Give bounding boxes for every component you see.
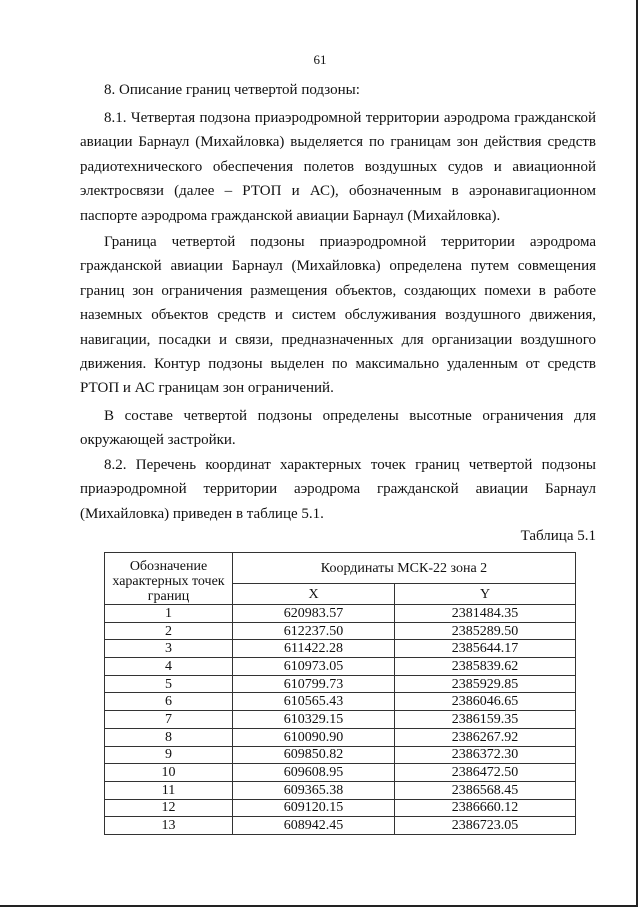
point-number-cell: 12 (105, 799, 233, 817)
table-row (105, 711, 576, 729)
paragraph-8-1: 8.1. Четвертая подзона приаэродромной территории аэродрома гражданской авиации Барнаул (Михайловка) выделяется по границам зон действия средств радиотехнического обеспечения полетов воздушных судов и авиационной электросвязи (далее – РТОП и АС), обозначенным в аэронавигационном паспорте аэродрома гражданской авиации Барнаул (Михайловка). (80, 110, 596, 224)
table-row (105, 622, 576, 640)
y-coordinate-cell: 2385929.85 (395, 675, 576, 693)
page-number: 61 (313, 52, 327, 67)
y-coordinate-cell: 2386159.35 (395, 711, 576, 729)
x-coordinate-cell: 609850.82 (233, 746, 395, 764)
table-caption: Таблица 5.1 (520, 528, 596, 544)
table-row (105, 799, 576, 817)
table-row (105, 817, 576, 835)
header-x: X (233, 584, 395, 605)
y-coordinate-cell: 2385644.17 (395, 640, 576, 658)
paragraph-8-2: 8.2. Перечень координат характерных точек границ четвертой подзоны приаэродромной территории аэродрома гражданской авиации Барнаул (Михайловка) приведен в таблице 5.1. (80, 457, 596, 522)
y-coordinate-cell: 2386046.65 (395, 693, 576, 711)
table-row (105, 781, 576, 799)
y-coordinate-cell: 2386267.92 (395, 728, 576, 746)
point-number-cell: 11 (105, 781, 233, 799)
point-number-cell: 6 (105, 693, 233, 711)
y-coordinate-cell: 2386372.30 (395, 746, 576, 764)
y-coordinate-cell: 2386660.12 (395, 799, 576, 817)
x-coordinate-cell: 609120.15 (233, 799, 395, 817)
x-coordinate-cell: 610565.43 (233, 693, 395, 711)
table-row (105, 605, 576, 623)
table-row (105, 728, 576, 746)
x-coordinate-cell: 611422.28 (233, 640, 395, 658)
section-heading: 8. Описание границ четвертой подзоны: (104, 82, 360, 98)
point-number-cell: 13 (105, 817, 233, 835)
point-number-cell: 7 (105, 711, 233, 729)
header-point-name: Обозначение характерных точек границ (105, 553, 233, 605)
x-coordinate-cell: 609608.95 (233, 764, 395, 782)
y-coordinate-cell: 2386568.45 (395, 781, 576, 799)
coordinates-table (104, 552, 576, 835)
table-row (105, 693, 576, 711)
x-coordinate-cell: 610329.15 (233, 711, 395, 729)
point-number-cell: 5 (105, 675, 233, 693)
y-coordinate-cell: 2386472.50 (395, 764, 576, 782)
x-coordinate-cell: 610973.05 (233, 658, 395, 676)
paragraph-boundary: Граница четвертой подзоны приаэродромной территории аэродрома гражданской авиации Барнаул (Михайловка) определена путем совмещения границ зон ограничения размещения объектов, создающих помехи в работе наземных объектов средств и систем обслуживания воздушного движения, навигации, посадки и связи, предназначенных для организации воздушного движения. Контур подзоны выделен по максимально удаленным от средств РТОП и АС границам зон ограничений. (80, 234, 596, 397)
table-row (105, 640, 576, 658)
point-number-cell: 8 (105, 728, 233, 746)
point-number-cell: 9 (105, 746, 233, 764)
y-coordinate-cell: 2385839.62 (395, 658, 576, 676)
y-coordinate-cell: 2385289.50 (395, 622, 576, 640)
table-row (105, 675, 576, 693)
header-coordinates-group: Координаты МСК-22 зона 2 (233, 553, 576, 584)
table-row (105, 764, 576, 782)
y-coordinate-cell: 2386723.05 (395, 817, 576, 835)
x-coordinate-cell: 610799.73 (233, 675, 395, 693)
x-coordinate-cell: 609365.38 (233, 781, 395, 799)
y-coordinate-cell: 2381484.35 (395, 605, 576, 623)
table-row (105, 746, 576, 764)
point-number-cell: 3 (105, 640, 233, 658)
header-y: Y (395, 584, 576, 605)
table-body (105, 605, 576, 835)
table-row (105, 658, 576, 676)
x-coordinate-cell: 608942.45 (233, 817, 395, 835)
x-coordinate-cell: 620983.57 (233, 605, 395, 623)
point-number-cell: 4 (105, 658, 233, 676)
point-number-cell: 1 (105, 605, 233, 623)
point-number-cell: 2 (105, 622, 233, 640)
x-coordinate-cell: 610090.90 (233, 728, 395, 746)
paragraph-height-limits: В составе четвертой подзоны определены высотные ограничения для окружающей застройки. (80, 408, 596, 449)
point-number-cell: 10 (105, 764, 233, 782)
x-coordinate-cell: 612237.50 (233, 622, 395, 640)
